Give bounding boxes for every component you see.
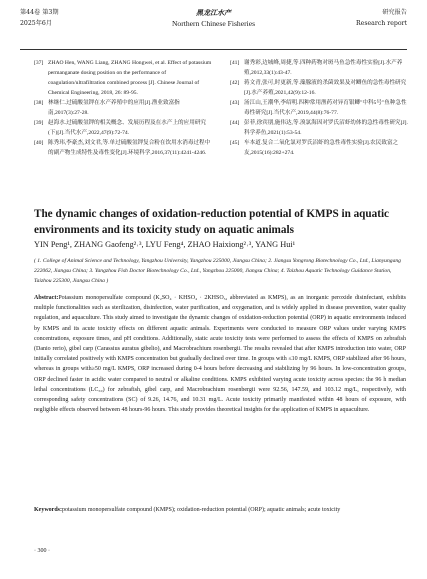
reference-text: 陈秀玮,李豪杰,刘文君,等.单过硫酸氢钾复合粉在饮用水消毒过程中的副产物生成特性及毒性变化[J].环境科学,2016,37(11):4241-4246. [48, 140, 211, 156]
reference-item [34, 138, 212, 158]
category-en: Research report [356, 20, 407, 27]
reference-item [34, 118, 212, 138]
reference-list-right [230, 58, 408, 158]
reference-number: [37] [34, 60, 44, 66]
volume-issue: 第44卷 第3期 [20, 9, 59, 16]
reference-item [230, 98, 408, 118]
publication-date: 2025年6月 [20, 20, 53, 27]
running-header [20, 5, 407, 45]
reference-number: [38] [34, 100, 44, 106]
page-number: · 300 · [34, 548, 50, 554]
reference-text: 谢秀彩,边城峰,周捷,等.四种药物对斑马鱼急性毒性实验[J].水产养殖,2012,33(1):43-47. [244, 60, 403, 76]
author-list: YIN Peng¹, ZHANG Gaofeng²˒³, LYU Feng⁴, ZHAO Haixiong²˒³, YANG Hui¹ [34, 240, 296, 249]
reference-item [230, 78, 408, 98]
reference-item [34, 58, 212, 98]
header-rule [20, 49, 407, 50]
reference-list-left [34, 58, 212, 158]
keywords [34, 505, 406, 515]
reference-number: [45] [230, 140, 240, 146]
journal-name-en: Northern Chinese Fisheries [171, 19, 256, 28]
abstract-label: Abstract: [34, 295, 59, 301]
reference-text: 车本道.复合二氧化氯对罗氏沼虾的急性毒性实验[J].农民致富之友,2015(16):282+274. [244, 140, 399, 156]
reference-text: 蒋文青,张可,时更新,等.藻腺液的杀菌效果及对鲫鱼的急性毒性研究[J].水产养殖,2021,42(9):12-16. [244, 80, 407, 96]
reference-number: [42] [230, 80, 240, 86]
abstract-text: Potassium monopersulfate compound (K₂SO₄ · KHSO₄ · 2KHSO₅, abbreviated as KMPS), as an inorganic peroxide disinfectant, exhibits multiple functionalities such as sterilization, disinfection, water purification, and oxygenation, and is widely applied in disease prevention, water quality regulation, and aquaculture. This study aimed to investigate the dynamic changes of oxidation-reduction potential (ORP) in aquatic environments induced by KMPS and its acute toxicity effects on different aquatic animals. Experiments were conducted to measure ORP values under varying KMPS concentrations, exposure times, and pH conditions. Additionally, static acute toxicity tests were performed to assess the effects of KMPS on zebrafish (Danio rerio), gibel carp (Carassius auratus gibelio), and Macrobrachium rosenbergii. The results revealed that after KMPS introduction into water, ORP initially correlated positively with KMPS concentration but gradually declined over time. In groups with ≤10 mg/L KMPS, ORP stabilized after 96 hours, whereas in groups with≥50 mg/L KMPS, ORP increased during 0-4 hours before decreasing and stabilizing by 96 hours. In low-concentration groups, ORP declined faster in acidic water compared to neutral or alkaline conditions. KMPS exhibited varying acute toxicity across species: the 96 h median lethal concentrations (LC₅₀) for zebrafish, gibel carp, and Macrobrachium rosenbergii were 92.56, 147.59, and 103.12 mg/L, respectively, with corresponding safety concentrations (SC) of 9.26, 14.76, and 10.31 mg/L. Acute toxicity primarily manifested within 48 hours of exposure, with negligible effects observed between 48 hours-96 hours. This study provides theoretical insights for the application of KMPS in aquaculture. [34, 295, 406, 414]
abstract [34, 293, 406, 415]
reference-text: 林继仁.过硫酸氢钾在水产养殖中的应用[J].渔业致富指南,2017(3):27-28. [48, 100, 180, 116]
reference-number: [40] [34, 140, 44, 146]
reference-number: [43] [230, 100, 240, 106]
journal-name-cn: 黑龙江水产 [196, 8, 231, 17]
reference-text: 赵海水.过硫酸氢钾的相关概念、发展历程及在水产上的应用研究(下)[J].当代水产,2022,47(9):72-74. [48, 120, 207, 136]
reference-item [230, 118, 408, 138]
reference-text: 彭菲,徐宾朋,施伟达,等.溴氯海因对罗氏沼虾幼体的急性毒性研究[J].科学养鱼,2021(1):53-54. [244, 120, 408, 136]
reference-text: ZHAO Hen, WANG Liang, ZHANG Hongwei, et al. Effect of potassium permanganate dosing position on the performance of coagulation/ultrafiltration combined process [J]. Chinese Journal of Chemical Engineering, 2018, 26: 89-95. [48, 60, 212, 96]
article-title: The dynamic changes of oxidation-reduction potential of KMPS in aquatic environments and its toxicity study on aquatic animals [34, 208, 390, 236]
keywords-label: Keywords: [34, 507, 62, 513]
reference-item [230, 58, 408, 78]
reference-item [230, 138, 408, 158]
category-cn: 研究报告 [382, 9, 407, 16]
reference-number: [41] [230, 60, 240, 66]
reference-item [34, 98, 212, 118]
header-center [20, 7, 407, 29]
affiliations: ( 1. College of Animal Science and Technology, Yangzhou University, Yangzhou 225000, Jiangsu China; 2. Jiangsu Yongrong Biotechnology Co., Ltd., Lianyungang 222062, Jiangsu China; 3. Yangzhou Fish Doctor Biotechnology Co., Ltd., Yangzhou 225000, Jiangsu China; 4. Taizhou Aquatic Technology Guidance Station, Taizhou 225300, Jiangsu China ) [34, 258, 401, 284]
header-right [356, 7, 407, 29]
reference-number: [44] [230, 120, 240, 126]
reference-text: 汤江山,王潮华,李绍明.四种常用渔药对异育银鲫"中科5号"鱼种急性毒性研究[J].当代水产,2019,44(8):76-77. [244, 100, 407, 116]
reference-number: [39] [34, 120, 44, 126]
keywords-text: potassium monopersulfate compound (KMPS); oxidation-reduction potential (ORP); aquatic animals; acute toxicity [62, 507, 341, 513]
